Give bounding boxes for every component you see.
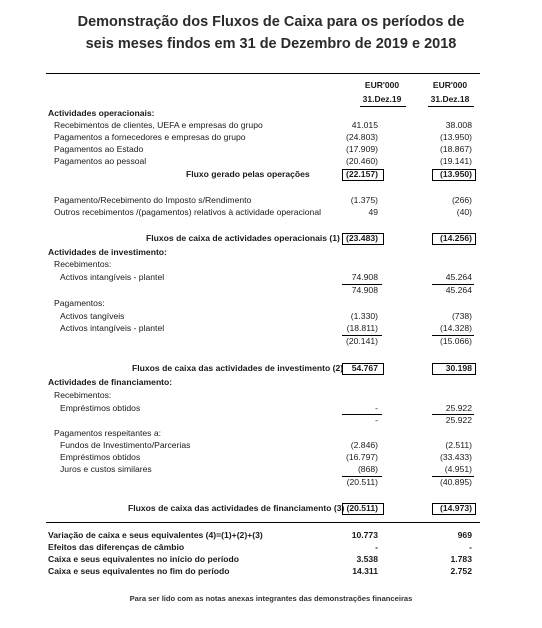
value-2019: 54.767 <box>351 363 378 373</box>
statement-row <box>0 542 542 553</box>
value-2019: (23.483) <box>345 233 378 243</box>
statement-row <box>0 323 542 334</box>
value-2019: (20.141) <box>345 336 378 346</box>
row-label: Caixa e seus equivalentes no início do período <box>48 554 240 564</box>
col-2019-date: 31.Dez.19 <box>362 94 402 104</box>
row-label: Activos tangíveis <box>60 311 125 321</box>
value-2018: 45.264 <box>445 285 472 295</box>
statement-row <box>0 440 542 451</box>
value-2018: 38.008 <box>445 120 472 130</box>
statement-row <box>0 108 542 119</box>
value-2018: 969 <box>457 530 472 540</box>
row-label: Actividades de financiamento: <box>48 377 173 387</box>
value-2019: (2.846) <box>350 440 378 450</box>
value-2019: 74.908 <box>351 272 378 282</box>
total-box <box>342 363 384 375</box>
statement-row <box>0 477 542 488</box>
statement-row <box>0 554 542 565</box>
row-label: Fluxos de caixa das actividades de financiamento (3) <box>128 503 345 513</box>
total-box <box>342 169 384 181</box>
row-label: Fluxos de caixa das actividades de investimento (2) <box>132 363 344 373</box>
statement-row <box>0 311 542 322</box>
value-2018: (14.256) <box>439 233 472 243</box>
value-2019: - <box>375 403 378 413</box>
value-2018: (14.328) <box>439 323 472 333</box>
value-2019: 14.311 <box>352 566 378 576</box>
row-label: Variação de caixa e seus equivalentes (4)=(1)+(2)+(3) <box>48 530 263 540</box>
report-title-line1: Demonstração dos Fluxos de Caixa para os períodos de <box>77 14 465 30</box>
total-box <box>432 169 476 181</box>
row-label: Fluxos de caixa de actividades operacionais (1) <box>146 233 340 243</box>
value-2018: - <box>469 542 472 552</box>
value-2019: 74.908 <box>351 285 378 295</box>
row-label: Pagamentos ao Estado <box>54 144 144 154</box>
statement-row <box>0 415 542 426</box>
value-2018: (2.511) <box>445 440 472 450</box>
value-2018: 1.783 <box>450 554 472 564</box>
row-label: Pagamentos ao pessoal <box>54 156 147 166</box>
value-2019: (20.511) <box>346 503 378 513</box>
row-label: Empréstimos obtidos <box>60 403 141 413</box>
statement-row <box>0 464 542 475</box>
row-label: Actividades operacionais: <box>48 108 155 118</box>
row-label: Efeitos das diferenças de câmbio <box>48 542 185 552</box>
row-label: Fluxo gerado pelas operações <box>186 169 310 179</box>
value-2018: (13.950) <box>439 169 472 179</box>
row-label: Recebimentos: <box>54 259 112 269</box>
header-rule <box>46 73 480 74</box>
total-box <box>342 233 384 245</box>
statement-row <box>0 285 542 296</box>
value-2018: (33.433) <box>439 452 472 462</box>
value-2018: (40.895) <box>439 477 472 487</box>
value-2019: (22.157) <box>345 169 378 179</box>
statement-row <box>0 298 542 309</box>
row-label: Caixa e seus equivalentes no fim do período <box>48 566 230 576</box>
statement-row <box>0 272 542 283</box>
total-box <box>432 233 476 245</box>
value-2019: (1.330) <box>350 311 378 321</box>
row-label: Fundos de Investimento/Parcerias <box>60 440 191 450</box>
statement-row <box>0 336 542 347</box>
value-2018: 2.752 <box>450 566 472 576</box>
value-2018: (738) <box>451 311 472 321</box>
statement-row <box>0 403 542 414</box>
statement-row <box>0 156 542 167</box>
row-label: Pagamentos a fornecedores e empresas do grupo <box>54 132 246 142</box>
statement-row <box>0 377 542 388</box>
value-2019: (18.811) <box>346 323 378 333</box>
value-2019: (16.797) <box>345 452 378 462</box>
col-2018-rule <box>428 106 474 107</box>
value-2019: (20.460) <box>345 156 378 166</box>
col-2019-rule <box>360 106 406 107</box>
value-2018: (19.141) <box>439 156 472 166</box>
value-2019: - <box>375 542 378 552</box>
value-2018: 45.264 <box>445 272 472 282</box>
value-2019: 3.538 <box>356 554 378 564</box>
value-2018: (14.973) <box>439 503 472 513</box>
statement-row <box>0 390 542 401</box>
statement-row <box>0 259 542 270</box>
footnote: Para ser lido com as notas anexas integrantes das demonstrações financeiras <box>129 594 413 603</box>
total-box <box>342 503 384 515</box>
statement-row <box>0 428 542 439</box>
value-2018: 25.922 <box>445 403 472 413</box>
value-2018: 30.198 <box>445 363 472 373</box>
row-label: Pagamento/Recebimento do Imposto s/Rendimento <box>54 195 252 205</box>
value-2018: (13.950) <box>439 132 472 142</box>
row-label: Outros recebimentos /(pagamentos) relativos à actividade operacional <box>54 207 322 217</box>
total-box <box>432 363 476 375</box>
col-2019-currency: EUR'000 <box>364 80 400 90</box>
statement-row <box>0 247 542 258</box>
row-label: Actividades de investimento: <box>48 247 167 257</box>
value-2018: 25.922 <box>445 415 472 425</box>
value-2018: (40) <box>456 207 472 217</box>
value-2019: (868) <box>357 464 378 474</box>
row-label: Empréstimos obtidos <box>60 452 141 462</box>
col-2018-currency: EUR'000 <box>432 80 468 90</box>
value-2018: (18.867) <box>439 144 472 154</box>
value-2018: (15.066) <box>439 336 472 346</box>
value-2019: 41.015 <box>351 120 378 130</box>
value-2019: 49 <box>368 207 378 217</box>
row-label: Activos intangíveis - plantel <box>60 272 165 282</box>
value-2019: - <box>375 415 378 425</box>
statement-row <box>0 132 542 143</box>
value-2019: (17.909) <box>345 144 378 154</box>
statement-row <box>0 144 542 155</box>
statement-row <box>0 452 542 463</box>
value-2018: (4.951) <box>444 464 472 474</box>
row-label: Recebimentos de clientes, UEFA e empresas do grupo <box>54 120 263 130</box>
report-title-line2: seis meses findos em 31 de Dezembro de 2019 e 2018 <box>85 36 457 52</box>
row-label: Pagamentos: <box>54 298 105 308</box>
statement-row <box>0 120 542 131</box>
statement-row <box>0 530 542 541</box>
row-label: Recebimentos: <box>54 390 112 400</box>
statement-row <box>0 195 542 206</box>
row-label: Pagamentos respeitantes a: <box>54 428 162 438</box>
row-label: Activos intangíveis - plantel <box>60 323 165 333</box>
statement-row <box>0 207 542 218</box>
row-label: Juros e custos similares <box>60 464 152 474</box>
value-2018: (266) <box>451 195 472 205</box>
summary-rule <box>46 522 480 523</box>
total-box <box>432 503 476 515</box>
value-2019: (20.511) <box>346 477 378 487</box>
col-2018-date: 31.Dez.18 <box>430 94 470 104</box>
value-2019: (1.375) <box>350 195 378 205</box>
value-2019: (24.803) <box>345 132 378 142</box>
value-2019: 10.773 <box>351 530 378 540</box>
statement-row <box>0 566 542 577</box>
